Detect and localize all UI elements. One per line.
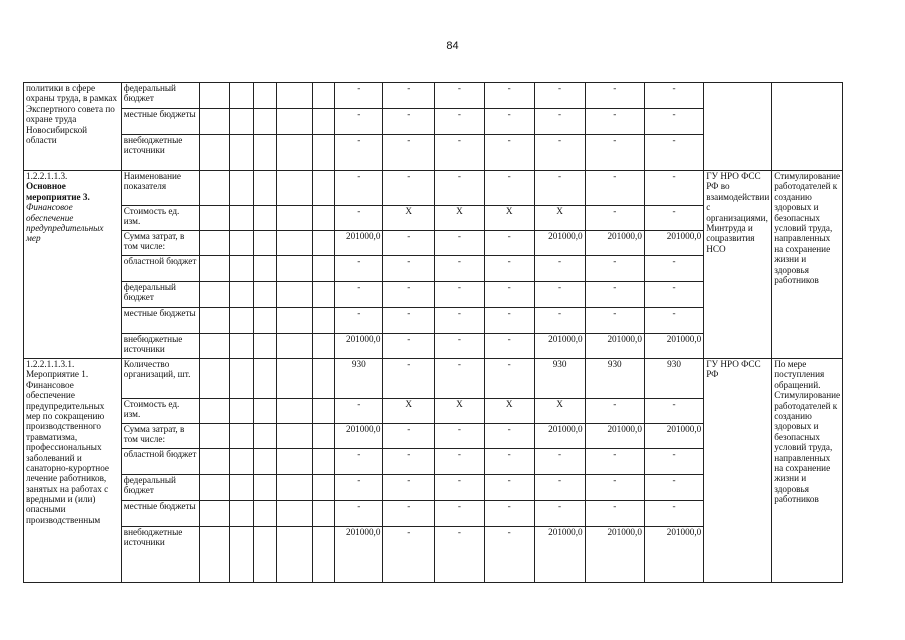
blank-cell bbox=[253, 231, 276, 256]
value-cell: 201000,0 bbox=[534, 334, 585, 359]
value-cell: - bbox=[585, 501, 644, 527]
indicator-label: Стоимость ед. изм. bbox=[121, 206, 199, 231]
value-cell: - bbox=[534, 501, 585, 527]
blank-cell bbox=[277, 282, 312, 308]
blank-cell bbox=[199, 501, 230, 527]
blank-cell bbox=[253, 171, 276, 206]
value-cell: - bbox=[383, 282, 435, 308]
value-cell: 201000,0 bbox=[644, 334, 703, 359]
blank-cell bbox=[230, 449, 253, 475]
blank-cell bbox=[277, 424, 312, 449]
blank-cell bbox=[230, 231, 253, 256]
page-number: 84 bbox=[446, 40, 459, 52]
blank-cell bbox=[199, 83, 230, 109]
blank-cell bbox=[312, 109, 335, 135]
table-row bbox=[24, 171, 905, 206]
value-cell: - bbox=[585, 449, 644, 475]
value-cell: - bbox=[383, 475, 435, 501]
value-cell: - bbox=[383, 83, 435, 109]
blank-cell bbox=[277, 399, 312, 424]
blank-cell bbox=[277, 359, 312, 399]
value-cell: - bbox=[484, 231, 534, 256]
value-cell: - bbox=[435, 256, 485, 282]
blank-cell bbox=[230, 171, 253, 206]
value-cell: 201000,0 bbox=[534, 424, 585, 449]
value-cell: X bbox=[435, 399, 485, 424]
blank-cell bbox=[199, 449, 230, 475]
value-cell: - bbox=[383, 171, 435, 206]
blank-cell bbox=[277, 109, 312, 135]
value-cell: X bbox=[484, 206, 534, 231]
value-cell: 201000,0 bbox=[534, 527, 585, 583]
value-cell: - bbox=[335, 256, 383, 282]
indicator-label: Сумма затрат, в том числе: bbox=[121, 231, 199, 256]
value-cell: - bbox=[484, 359, 534, 399]
section_event-result-cell: По мере поступления обращений. Стимулирование работодателей к созданию здоровых и безопасных условий труда, направленных на сохранение жизни и здоровья работников bbox=[772, 359, 843, 583]
value-cell: - bbox=[644, 282, 703, 308]
value-cell: - bbox=[335, 171, 383, 206]
value-cell: - bbox=[335, 449, 383, 475]
value-cell: - bbox=[435, 475, 485, 501]
value-cell: - bbox=[383, 359, 435, 399]
blank-cell bbox=[253, 527, 276, 583]
value-cell: 201000,0 bbox=[534, 231, 585, 256]
blank-cell bbox=[253, 282, 276, 308]
value-cell: - bbox=[484, 475, 534, 501]
section_main-name-cell bbox=[24, 171, 122, 359]
section_top-result-cell bbox=[772, 83, 843, 171]
value-cell: X bbox=[534, 399, 585, 424]
value-cell: 201000,0 bbox=[644, 424, 703, 449]
value-cell: - bbox=[435, 501, 485, 527]
value-cell: - bbox=[383, 449, 435, 475]
indicator-label: внебюджетные источники bbox=[121, 334, 199, 359]
value-cell: - bbox=[383, 231, 435, 256]
blank-cell bbox=[199, 206, 230, 231]
blank-cell bbox=[253, 83, 276, 109]
value-cell: - bbox=[435, 449, 485, 475]
blank-cell bbox=[277, 449, 312, 475]
blank-cell bbox=[230, 359, 253, 399]
blank-cell bbox=[312, 334, 335, 359]
section_event-executor-cell: ГУ НРО ФСС РФ bbox=[704, 359, 772, 583]
blank-cell bbox=[312, 527, 335, 583]
value-cell: - bbox=[383, 501, 435, 527]
value-cell: - bbox=[484, 449, 534, 475]
value-cell: - bbox=[534, 135, 585, 171]
blank-cell bbox=[199, 475, 230, 501]
blank-cell bbox=[312, 359, 335, 399]
value-cell: X bbox=[534, 206, 585, 231]
blank-cell bbox=[277, 308, 312, 334]
blank-cell bbox=[312, 501, 335, 527]
value-cell: - bbox=[534, 83, 585, 109]
blank-cell bbox=[230, 206, 253, 231]
blank-cell bbox=[312, 399, 335, 424]
value-cell: X bbox=[383, 206, 435, 231]
value-cell: - bbox=[484, 424, 534, 449]
value-cell: 930 bbox=[644, 359, 703, 399]
section_top-name-cell bbox=[24, 83, 122, 171]
blank-cell bbox=[199, 527, 230, 583]
value-cell: X bbox=[484, 399, 534, 424]
indicator-label: Стоимость ед. изм. bbox=[121, 399, 199, 424]
blank-cell bbox=[253, 256, 276, 282]
value-cell: - bbox=[644, 501, 703, 527]
blank-cell bbox=[253, 501, 276, 527]
value-cell: - bbox=[484, 282, 534, 308]
section_event-name-cell bbox=[24, 359, 122, 583]
blank-cell bbox=[230, 308, 253, 334]
value-cell: - bbox=[435, 171, 485, 206]
value-cell: 201000,0 bbox=[335, 334, 383, 359]
indicator-label: внебюджетные источники bbox=[121, 135, 199, 171]
blank-cell bbox=[230, 527, 253, 583]
blank-cell bbox=[199, 399, 230, 424]
value-cell: - bbox=[383, 308, 435, 334]
value-cell: - bbox=[585, 83, 644, 109]
blank-cell bbox=[199, 171, 230, 206]
value-cell: 201000,0 bbox=[644, 527, 703, 583]
blank-cell bbox=[230, 399, 253, 424]
value-cell: - bbox=[534, 308, 585, 334]
blank-cell bbox=[312, 256, 335, 282]
value-cell: - bbox=[484, 256, 534, 282]
value-cell: - bbox=[644, 308, 703, 334]
indicator-label: местные бюджеты bbox=[121, 308, 199, 334]
value-cell: - bbox=[383, 527, 435, 583]
blank-cell bbox=[253, 475, 276, 501]
value-cell: - bbox=[585, 171, 644, 206]
value-cell: - bbox=[435, 308, 485, 334]
indicator-label: федеральный бюджет bbox=[121, 475, 199, 501]
value-cell: - bbox=[335, 135, 383, 171]
value-cell: - bbox=[335, 399, 383, 424]
value-cell: - bbox=[484, 527, 534, 583]
value-cell: - bbox=[335, 475, 383, 501]
value-cell: - bbox=[335, 501, 383, 527]
value-cell: - bbox=[585, 475, 644, 501]
measure-title: Основное мероприятие 3. bbox=[26, 181, 90, 202]
value-cell: - bbox=[435, 424, 485, 449]
blank-cell bbox=[253, 449, 276, 475]
blank-cell bbox=[199, 359, 230, 399]
value-cell: - bbox=[484, 501, 534, 527]
blank-cell bbox=[253, 135, 276, 171]
blank-cell bbox=[199, 109, 230, 135]
value-cell: - bbox=[644, 135, 703, 171]
value-cell: - bbox=[644, 399, 703, 424]
blank-cell bbox=[312, 475, 335, 501]
indicator-label: Сумма затрат, в том числе: bbox=[121, 424, 199, 449]
value-cell: - bbox=[484, 334, 534, 359]
value-cell: 201000,0 bbox=[335, 231, 383, 256]
value-cell: - bbox=[335, 206, 383, 231]
value-cell: 201000,0 bbox=[585, 231, 644, 256]
value-cell: - bbox=[585, 135, 644, 171]
value-cell: - bbox=[534, 109, 585, 135]
blank-cell bbox=[199, 282, 230, 308]
blank-cell bbox=[277, 256, 312, 282]
value-cell: - bbox=[534, 256, 585, 282]
blank-cell bbox=[199, 135, 230, 171]
blank-cell bbox=[230, 135, 253, 171]
value-cell: - bbox=[435, 359, 485, 399]
value-cell: 201000,0 bbox=[335, 424, 383, 449]
blank-cell bbox=[312, 135, 335, 171]
blank-cell bbox=[312, 282, 335, 308]
value-cell: 201000,0 bbox=[585, 424, 644, 449]
blank-cell bbox=[253, 399, 276, 424]
indicator-label: Количество организаций, шт. bbox=[121, 359, 199, 399]
value-cell: 930 bbox=[335, 359, 383, 399]
indicator-label: внебюджетные источники bbox=[121, 527, 199, 583]
blank-cell bbox=[312, 449, 335, 475]
blank-cell bbox=[277, 83, 312, 109]
value-cell: - bbox=[484, 83, 534, 109]
value-cell: - bbox=[644, 83, 703, 109]
value-cell: - bbox=[383, 109, 435, 135]
value-cell: - bbox=[644, 256, 703, 282]
blank-cell bbox=[199, 256, 230, 282]
blank-cell bbox=[199, 334, 230, 359]
blank-cell bbox=[230, 109, 253, 135]
value-cell: 201000,0 bbox=[335, 527, 383, 583]
value-cell: - bbox=[585, 206, 644, 231]
value-cell: - bbox=[534, 171, 585, 206]
blank-cell bbox=[230, 282, 253, 308]
value-cell: - bbox=[435, 109, 485, 135]
value-cell: - bbox=[435, 334, 485, 359]
value-cell: - bbox=[435, 231, 485, 256]
value-cell: - bbox=[435, 135, 485, 171]
blank-cell bbox=[277, 206, 312, 231]
measure-title: Мероприятие 1. Финансовое обеспечение предупредительных мер по сокращению производственного травматизма, профессиональных заболеваний и санаторно-курортное лечение работников, занятых на работах с вредными и (или) опасными производственным bbox=[26, 369, 109, 525]
blank-cell bbox=[312, 424, 335, 449]
value-cell: - bbox=[585, 282, 644, 308]
value-cell: - bbox=[383, 135, 435, 171]
blank-cell bbox=[253, 308, 276, 334]
blank-cell bbox=[312, 308, 335, 334]
blank-cell bbox=[277, 527, 312, 583]
blank-cell bbox=[312, 83, 335, 109]
value-cell: - bbox=[585, 109, 644, 135]
blank-cell bbox=[253, 109, 276, 135]
value-cell: - bbox=[335, 83, 383, 109]
value-cell: - bbox=[335, 109, 383, 135]
measure-code: 1.2.2.1.1.3.1. bbox=[26, 359, 75, 369]
value-cell: - bbox=[644, 475, 703, 501]
value-cell: X bbox=[383, 399, 435, 424]
value-cell: 201000,0 bbox=[585, 527, 644, 583]
blank-cell bbox=[277, 135, 312, 171]
indicator-label: областной бюджет bbox=[121, 256, 199, 282]
value-cell: - bbox=[644, 171, 703, 206]
value-cell: - bbox=[644, 109, 703, 135]
blank-cell bbox=[230, 334, 253, 359]
value-cell: - bbox=[435, 527, 485, 583]
indicator-label: областной бюджет bbox=[121, 449, 199, 475]
value-cell: - bbox=[335, 282, 383, 308]
measure-subtitle: Финансовое обеспечение предупредительных мер bbox=[26, 202, 104, 244]
value-cell: - bbox=[644, 449, 703, 475]
measure-code: 1.2.2.1.1.3. bbox=[26, 171, 68, 181]
indicator-label: Наименование показателя bbox=[121, 171, 199, 206]
section_main-result-cell: Стимулирование работодателей к созданию здоровых и безопасных условий труда, направленных на сохранение жизни и здоровья работников bbox=[772, 171, 843, 359]
blank-cell bbox=[230, 256, 253, 282]
table-row bbox=[24, 359, 905, 399]
value-cell: - bbox=[435, 83, 485, 109]
value-cell: - bbox=[585, 399, 644, 424]
value-cell: - bbox=[644, 206, 703, 231]
value-cell: - bbox=[484, 308, 534, 334]
blank-cell bbox=[277, 231, 312, 256]
blank-cell bbox=[253, 334, 276, 359]
value-cell: 930 bbox=[585, 359, 644, 399]
blank-cell bbox=[199, 308, 230, 334]
measure-name: политики в сфере охраны труда, в рамках Экспертного совета по охране труда Новосибирской области bbox=[26, 83, 118, 145]
table-row bbox=[24, 83, 905, 109]
value-cell: - bbox=[484, 171, 534, 206]
value-cell: - bbox=[585, 308, 644, 334]
blank-cell bbox=[312, 231, 335, 256]
blank-cell bbox=[230, 501, 253, 527]
value-cell: 201000,0 bbox=[585, 334, 644, 359]
value-cell: - bbox=[534, 449, 585, 475]
indicator-label: местные бюджеты bbox=[121, 109, 199, 135]
value-cell: - bbox=[484, 135, 534, 171]
value-cell: 930 bbox=[534, 359, 585, 399]
blank-cell bbox=[230, 475, 253, 501]
indicator-label: федеральный бюджет bbox=[121, 282, 199, 308]
indicator-label: местные бюджеты bbox=[121, 501, 199, 527]
value-cell: - bbox=[383, 424, 435, 449]
value-cell: X bbox=[435, 206, 485, 231]
blank-cell bbox=[253, 359, 276, 399]
blank-cell bbox=[253, 206, 276, 231]
value-cell: - bbox=[534, 475, 585, 501]
blank-cell bbox=[277, 171, 312, 206]
blank-cell bbox=[230, 83, 253, 109]
blank-cell bbox=[199, 231, 230, 256]
value-cell: - bbox=[383, 256, 435, 282]
blank-cell bbox=[277, 501, 312, 527]
program-table bbox=[23, 82, 905, 583]
blank-cell bbox=[277, 334, 312, 359]
blank-cell bbox=[277, 475, 312, 501]
value-cell: - bbox=[585, 256, 644, 282]
section_top-executor-cell bbox=[704, 83, 772, 171]
value-cell: - bbox=[534, 282, 585, 308]
value-cell: 201000,0 bbox=[644, 231, 703, 256]
value-cell: - bbox=[335, 308, 383, 334]
blank-cell bbox=[312, 171, 335, 206]
blank-cell bbox=[253, 424, 276, 449]
value-cell: - bbox=[435, 282, 485, 308]
value-cell: - bbox=[383, 334, 435, 359]
blank-cell bbox=[199, 424, 230, 449]
blank-cell bbox=[230, 424, 253, 449]
indicator-label: федеральный бюджет bbox=[121, 83, 199, 109]
section_main-executor-cell: ГУ НРО ФСС РФ во взаимодействии с организациями, Минтруда и соцразвития НСО bbox=[704, 171, 772, 359]
blank-cell bbox=[312, 206, 335, 231]
value-cell: - bbox=[484, 109, 534, 135]
